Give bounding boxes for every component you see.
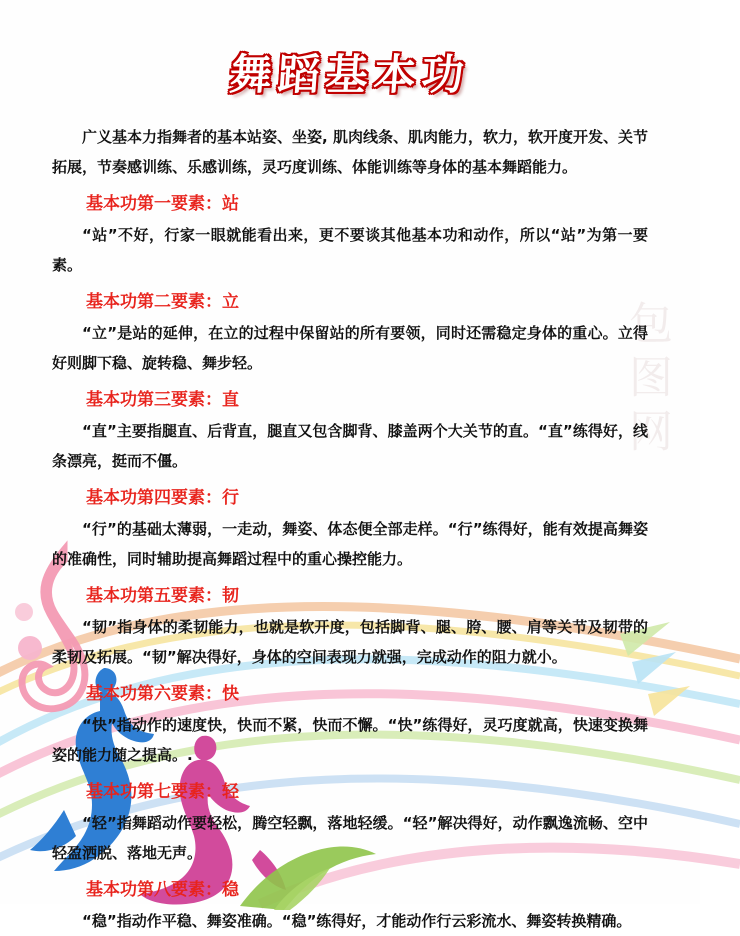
- section-3: [52, 384, 648, 476]
- watermark-text: 包图网: [621, 300, 672, 462]
- section-body-3: “直”主要指腿直、后背直，腿直又包含脚背、膝盖两个大关节的直。“直”练得好，线条漂亮，挺而不僵。: [52, 422, 648, 470]
- section-body-2: “立”是站的延伸，在立的过程中保留站的所有要领，同时还需稳定身体的重心。立得好则脚下稳、旋转稳、舞步轻。: [52, 324, 648, 372]
- section-heading-3: 基本功第三要素：直: [86, 390, 239, 410]
- section-body-1: “站”不好，行家一眼就能看出来，更不要谈其他基本功和动作，所以“站”为第一要素。: [52, 226, 648, 274]
- section-body-7: “轻”指舞蹈动作要轻松，腾空轻飘，落地轻缓。“轻”解决得好，动作飘逸流畅、空中轻盈洒脱、落地无声。: [52, 814, 648, 862]
- section-body-8: “稳”指动作平稳、舞姿准确。“稳”练得好，才能动作行云彩流水、舞姿转换精确。: [82, 912, 632, 930]
- section-5: [52, 580, 648, 672]
- section-6: [52, 678, 648, 770]
- section-2: [52, 286, 648, 378]
- section-body-6: “快”指动作的速度快，快而不紧，快而不懈。“快”练得好，灵巧度就高，快速变换舞姿的能力随之提高。.: [52, 716, 648, 764]
- section-heading-7: 基本功第七要素：轻: [86, 782, 239, 802]
- section-heading-8: 基本功第八要素：稳: [86, 880, 239, 900]
- section-1: [52, 188, 648, 280]
- page-title: 舞蹈基本功: [228, 50, 472, 99]
- section-heading-6: 基本功第六要素：快: [86, 684, 239, 704]
- section-heading-1: 基本功第一要素：站: [86, 194, 239, 214]
- section-7: [52, 776, 648, 868]
- section-heading-2: 基本功第二要素：立: [86, 292, 239, 312]
- section-body-5: “韧”指身体的柔韧能力，也就是软开度，包括脚背、腿、胯、腰、肩等关节及韧带的柔韧及拓展。“韧”解决得好，身体的空间表现力就强，完成动作的阻力就小。: [52, 618, 648, 666]
- section-4: [52, 482, 648, 574]
- section-body-4: “行”的基础太薄弱，一走动，舞姿、体态便全部走样。“行”练得好，能有效提高舞姿的准确性，同时辅助提高舞蹈过程中的重心操控能力。: [52, 520, 648, 568]
- section-heading-5: 基本功第五要素：韧: [86, 586, 239, 606]
- title-container: [52, 0, 648, 118]
- section-heading-4: 基本功第四要素：行: [86, 488, 239, 508]
- section-8: [52, 874, 648, 936]
- intro-paragraph: 广义基本力指舞者的基本站姿、坐姿, 肌肉线条、肌肉能力，软力，软开度开发、关节拓展，节奏感训练、乐感训练，灵巧度训练、体能训练等身体的基本舞蹈能力。: [52, 128, 648, 176]
